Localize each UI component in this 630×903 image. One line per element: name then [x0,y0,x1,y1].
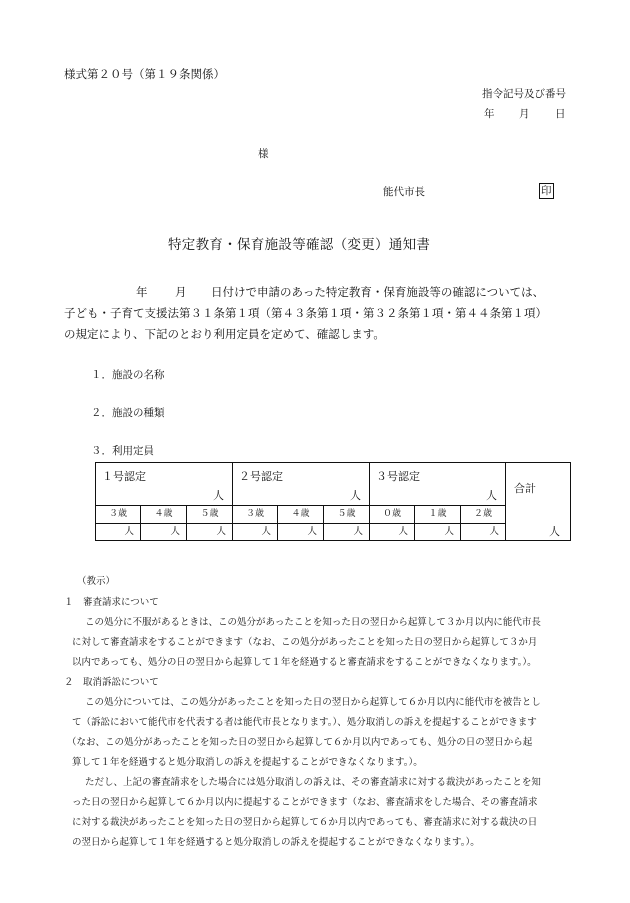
notice-section-1-title: １ 審査請求について [64,597,159,608]
age-unit: 人 [324,524,370,541]
total-label: 合計 [514,482,536,495]
age-unit: 人 [141,524,187,541]
age-unit: 人 [233,524,278,541]
date-month-label: 月 [519,108,530,120]
form-number: 様式第２０号（第１９条関係） [64,67,225,81]
sender-name: 能代市長 [383,186,425,198]
age-unit: 人 [278,524,324,541]
capacity-table [95,462,571,541]
body-year-label: 年 [136,285,148,299]
addressee-suffix: 様 [258,148,269,160]
group-2-unit: 人 [350,489,361,502]
age-unit: 人 [370,524,415,541]
date-day-label: 日 [555,108,566,120]
notice-section-1-line: この処分に不服があるときは、この処分があったことを知った日の翌日から起算して３か月以内に能代市長 [85,617,541,628]
date-year-label: 年 [484,108,495,120]
age-label: ３歳 [233,506,278,524]
item-facility-name: １．施設の名称 [91,369,165,381]
age-unit: 人 [187,524,233,541]
notice-section-2-line: った日の翌日から起算して６か月以内に提起することができます（なお、審査請求をした場合、その審査請求 [72,797,538,808]
group-1-header [96,463,233,506]
item-capacity: ３．利用定員 [91,445,154,457]
age-label: ５歳 [187,506,233,524]
group-1-unit: 人 [213,489,224,502]
notice-section-1-line: に対して審査請求をすることができます（なお、この処分があったことを知った日の翌日から起算して３か月 [72,637,538,648]
age-label: １歳 [415,506,461,524]
body-month-label: 月 [175,285,187,299]
notice-section-2-line: 算して１年を経過すると処分取消しの訴えを提起することができなくなります。）。 [72,757,423,768]
age-label: ４歳 [278,506,324,524]
body-line-2: 子ども・子育て支援法第３１条第１項（第４３条第１項・第３２条第１項・第４４条第１項） [64,306,547,320]
age-unit: 人 [96,524,141,541]
age-label: ２歳 [461,506,506,524]
group-3-header [370,463,506,506]
age-unit: 人 [415,524,461,541]
age-label: ５歳 [324,506,370,524]
group-1-name: １号認定 [102,470,146,483]
body-line-1: 日付けで申請のあった特定教育・保育施設等の確認については、 [211,285,545,299]
notice-section-2-line: の翌日から起算して１年を経過すると処分取消しの訴えを提起することができなくなります。）。 [72,837,480,848]
notice-section-2-line: て（訴訟において能代市を代表する者は能代市長となります。）、処分取消しの訴えを提起することができます [72,717,537,728]
group-2-header [233,463,370,506]
seal-mark: 印 [541,185,552,197]
notice-section-2-title: ２ 取消訴訟について [64,677,159,688]
notice-section-2-line: （なお、この処分があったことを知った日の翌日から起算して６か月以内であっても、処分の日の翌日から起 [67,737,533,748]
group-3-name: ３号認定 [376,470,420,483]
age-label: ０歳 [370,506,415,524]
group-2-name: ２号認定 [239,470,283,483]
notice-heading: （教示） [77,576,116,587]
body-line-3: の規定により、下記のとおり利用定員を定めて、確認します。 [64,327,385,341]
item-facility-type: ２．施設の種類 [91,407,165,419]
document-title: 特定教育・保育施設等確認（変更）通知書 [168,237,431,253]
notice-section-2-line: この処分については、この処分があったことを知った日の翌日から起算して６か月以内に能代市を被告とし [85,697,541,708]
notice-section-1-line: 以内であっても、処分の日の翌日から起算して１年を経過すると審査請求をすることができなくなります。）。 [72,657,537,668]
age-label: ３歳 [96,506,141,524]
total-cell [506,463,571,541]
age-label: ４歳 [141,506,187,524]
notice-section-2-line: ただし、上記の審査請求をした場合には処分取消しの訴えは、その審査請求に対する裁決があったことを知 [85,777,541,788]
notice-section-2-line: に対する裁決があったことを知った日の翌日から起算して６か月以内であっても、審査請求に対する裁決の日 [72,817,538,828]
age-unit: 人 [461,524,506,541]
reference-number-label: 指令記号及び番号 [482,88,566,100]
group-3-unit: 人 [486,489,497,502]
total-unit: 人 [549,525,560,538]
